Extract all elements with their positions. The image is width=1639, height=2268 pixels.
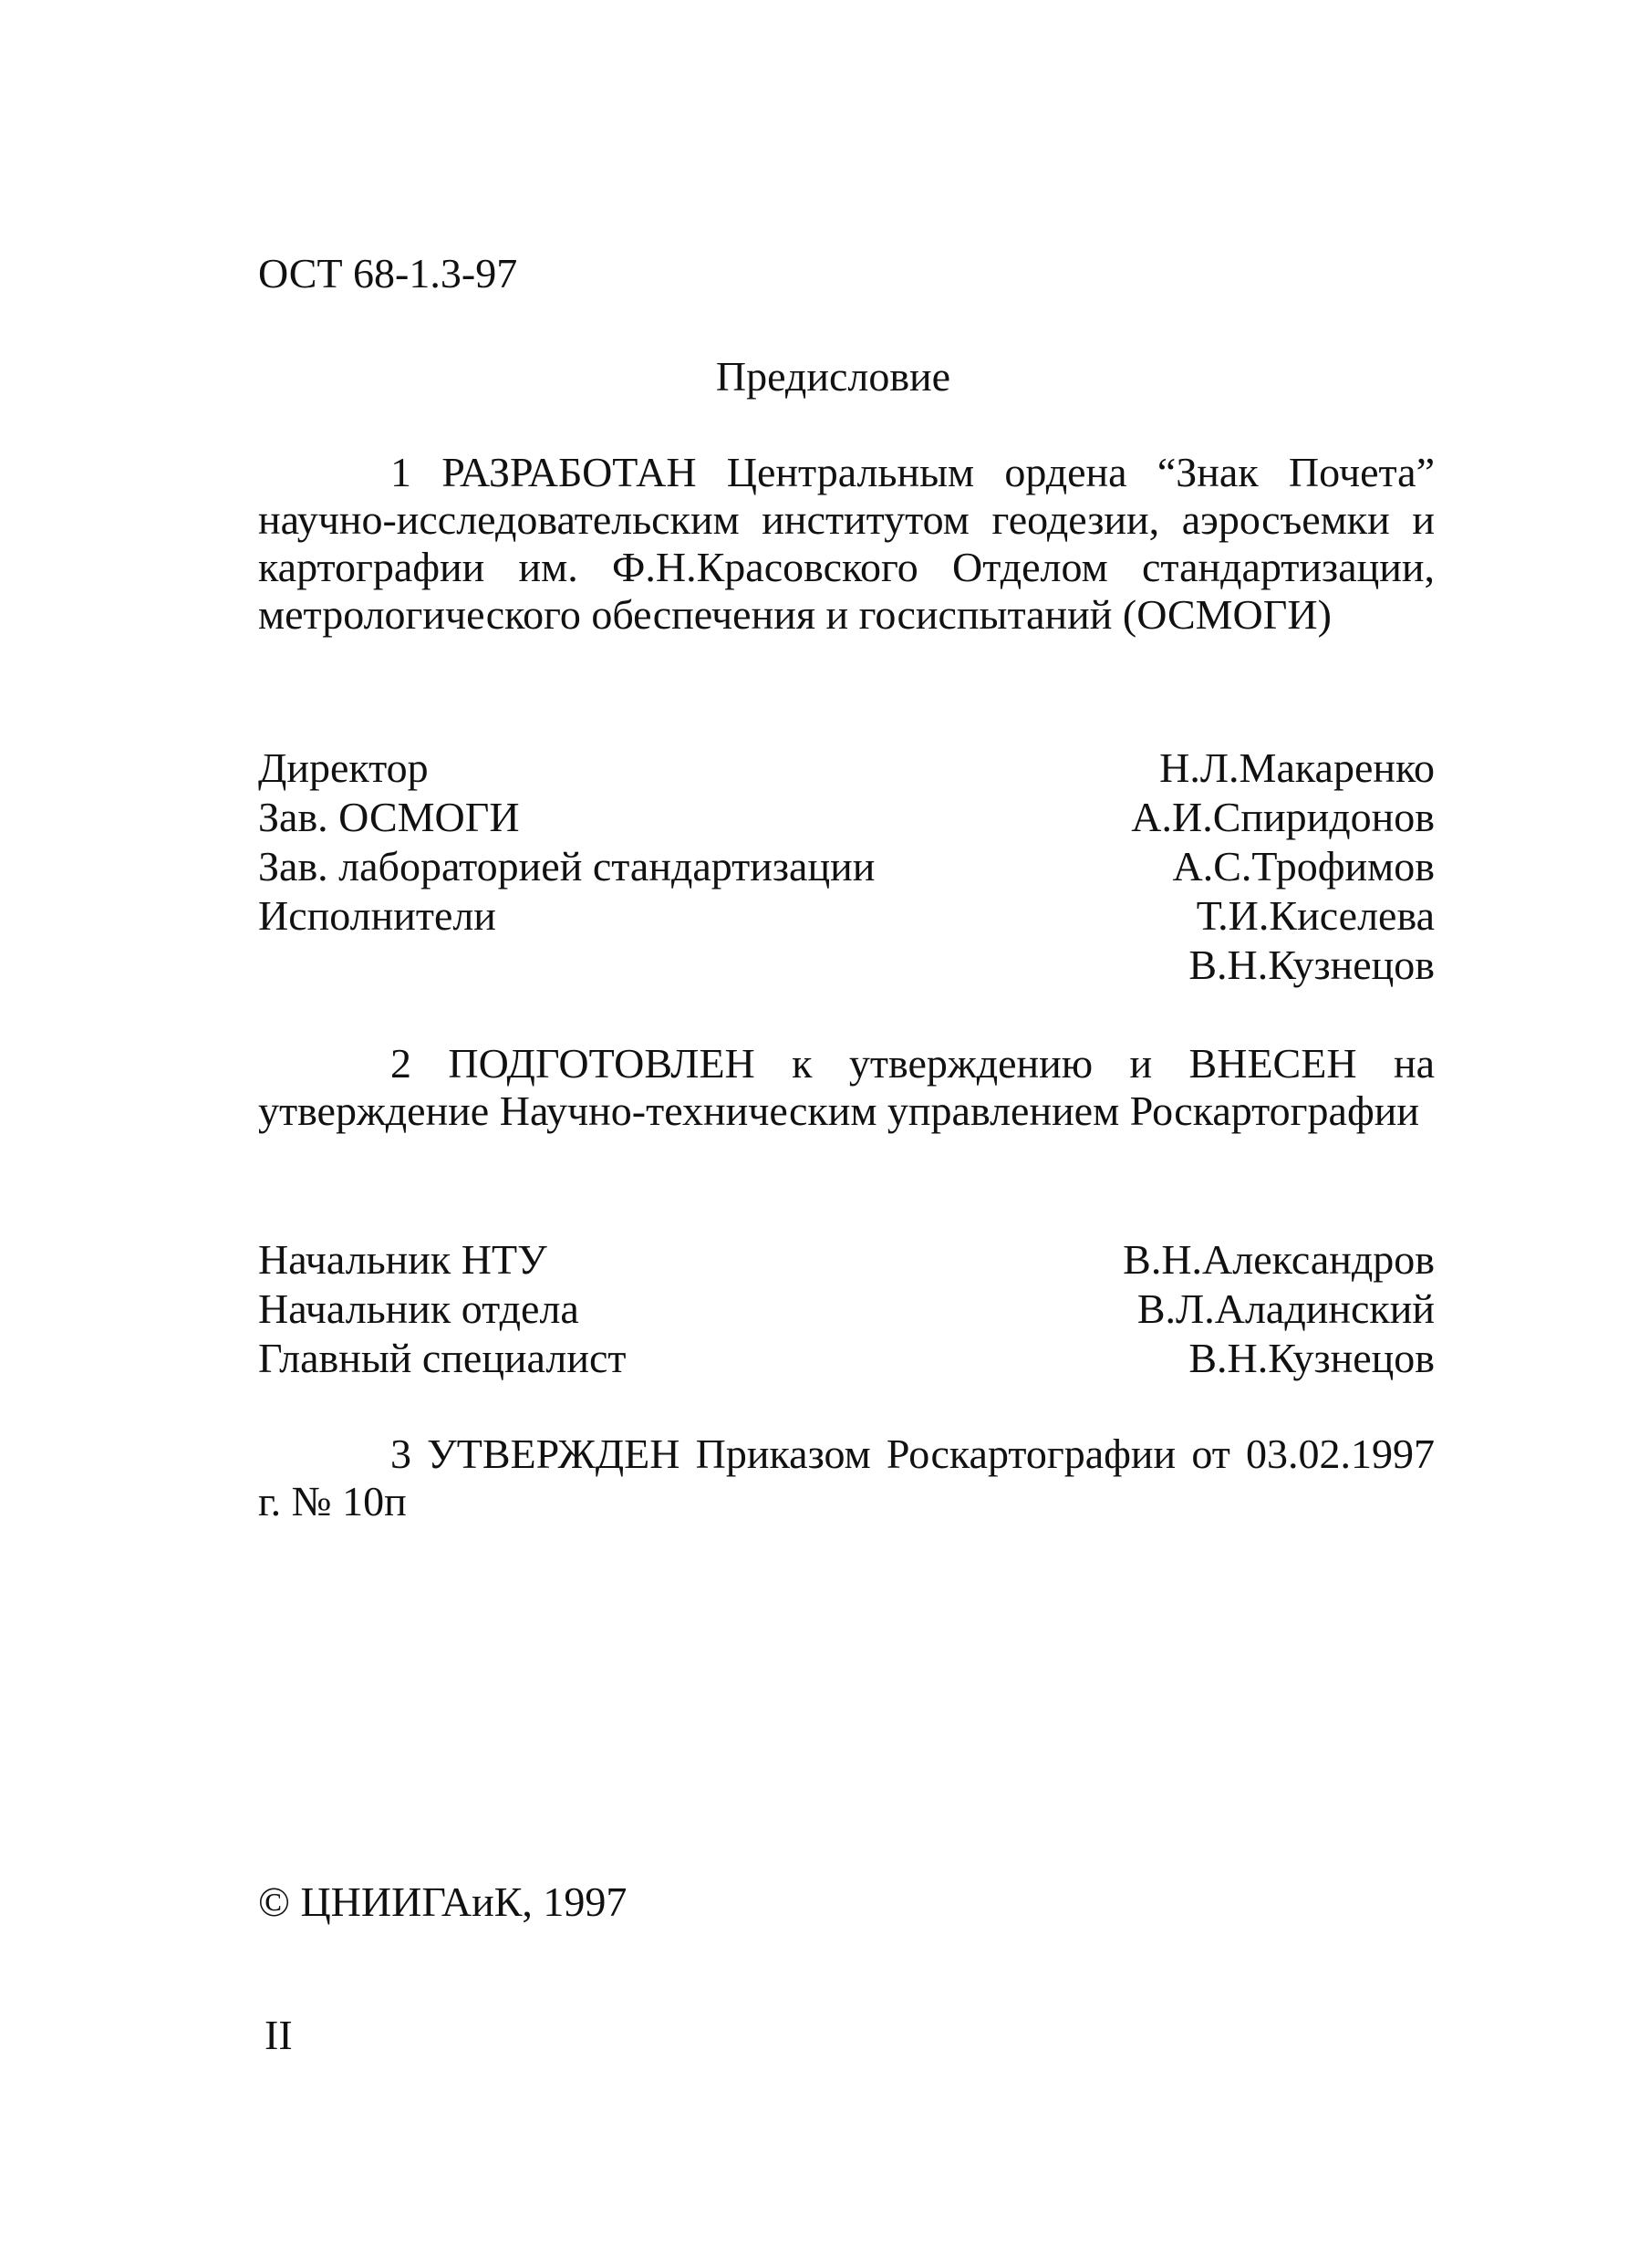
- preparer-name: В.Н.Кузнецов: [1188, 1335, 1435, 1381]
- developer-name: Н.Л.Макаренко: [1159, 744, 1435, 791]
- developer-row: [258, 842, 1435, 891]
- preparer-role: Начальник НТУ: [258, 1236, 547, 1283]
- developer-role: Директор: [258, 744, 429, 791]
- developer-role: Зав. лабораторией стандартизации: [258, 843, 876, 890]
- page-number: II: [265, 2012, 293, 2058]
- preparer-row: [258, 1285, 1435, 1334]
- copyright-notice: © ЦНИИГАиК, 1997: [258, 1878, 628, 1925]
- preparer-role: Главный специалист: [258, 1335, 627, 1381]
- preparers-list: [258, 1235, 1435, 1383]
- section-3-text: 3 УТВЕРЖДЕН Приказом Роскартографии от 03.02.1997 г. № 10п: [258, 1431, 1435, 1524]
- developer-row: [258, 941, 1435, 990]
- preparer-name: В.Л.Аладинский: [1136, 1285, 1435, 1332]
- developer-name: В.Н.Кузнецов: [1188, 942, 1435, 988]
- developer-name: А.С.Трофимов: [1172, 843, 1435, 890]
- document-code: ОСТ 68-1.3-97: [258, 250, 518, 297]
- developer-row: [258, 891, 1435, 941]
- page-heading: Предисловие: [715, 353, 951, 400]
- developer-row: [258, 793, 1435, 842]
- developers-list: [258, 744, 1435, 990]
- developer-name: Т.И.Киселева: [1196, 892, 1435, 939]
- developer-row: [258, 744, 1435, 793]
- preparer-row: [258, 1235, 1435, 1285]
- section-3-paragraph: [258, 1431, 1435, 1525]
- preparer-name: В.Н.Александров: [1123, 1236, 1435, 1283]
- developer-role: Зав. ОСМОГИ: [258, 794, 520, 840]
- preparer-row: [258, 1334, 1435, 1383]
- section-2-paragraph: [258, 1040, 1435, 1135]
- developer-name: А.И.Спиридонов: [1131, 794, 1435, 840]
- preparer-role: Начальник отдела: [258, 1285, 579, 1332]
- section-1-text: 1 РАЗРАБОТАН Центральным ордена “Знак Почета” научно-исследовательским институтом геодезии, аэросъемки и картографии им. Ф.Н.Красовского Отделом стандартизации, метрологического обеспечения и госиспытаний (ОСМОГИ): [258, 449, 1435, 638]
- developer-role: Исполнители: [258, 892, 496, 939]
- section-2-text: 2 ПОДГОТОВЛЕН к утверждению и ВНЕСЕН на утверждение Научно-техническим управлением Роскартографии: [258, 1040, 1435, 1134]
- section-1-paragraph: [258, 449, 1435, 639]
